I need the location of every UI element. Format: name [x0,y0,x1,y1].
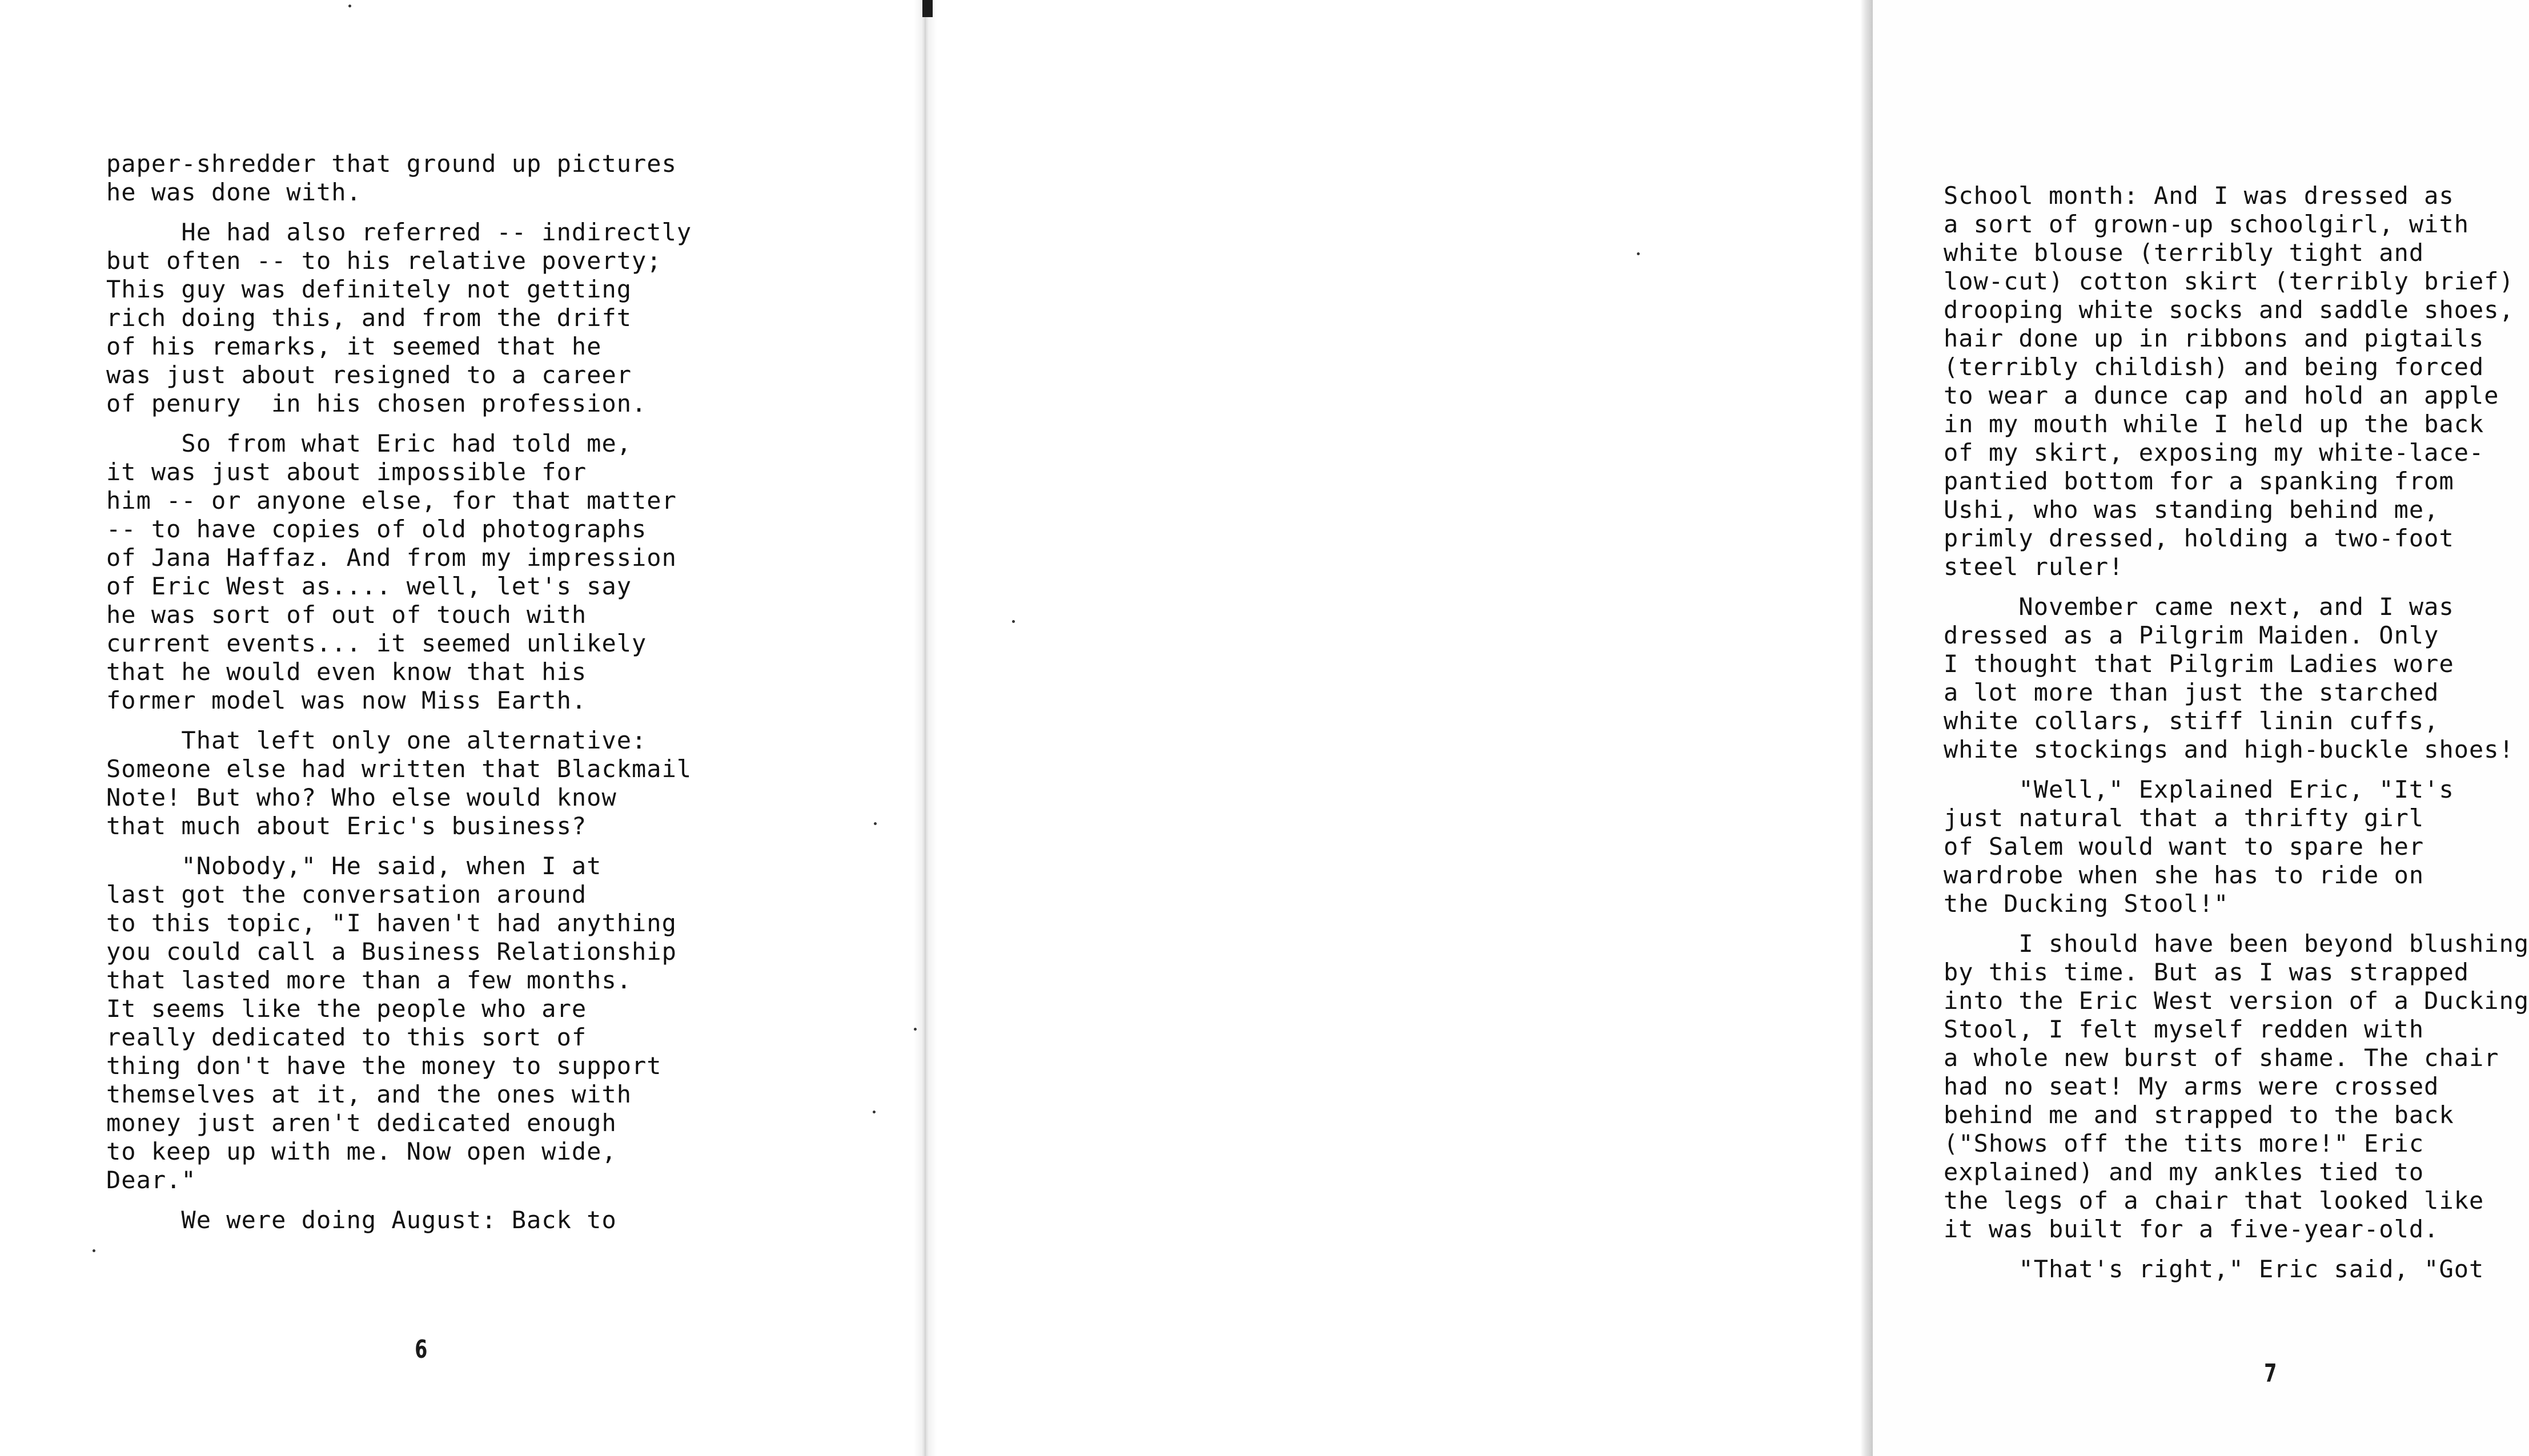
left-page-number: 6 [415,1335,428,1364]
text-line: low-cut) cotton skirt (terribly brief) [1944,267,2514,295]
left-page-text [106,150,692,1234]
text-line: Note! But who? Who else would know [106,783,617,811]
scan-speck [914,1028,917,1031]
paragraph-gap [106,840,692,852]
text-line: dressed as a Pilgrim Maiden. Only [1944,621,2439,649]
text-line: drooping white socks and saddle shoes, [1944,296,2514,324]
text-line: that he would even know that his [106,658,587,686]
text-line: to wear a dunce cap and hold an apple [1944,381,2499,409]
text-line: was just about resigned to a career [106,361,632,389]
text-line: November came next, and I was [1944,593,2454,621]
paragraph-gap [106,715,692,726]
text-line: the legs of a chair that looked like [1944,1186,2484,1214]
binding-top-edge [922,0,933,17]
text-line: This guy was definitely not getting [106,275,632,303]
scan-speck [874,822,877,825]
text-line: wardrobe when she has to ride on [1944,861,2424,889]
text-line: hair done up in ribbons and pigtails [1944,324,2484,352]
text-line: to keep up with me. Now open wide, [106,1137,617,1165]
text-line: he was sort of out of touch with [106,601,587,629]
text-line: of Eric West as.... well, let's say [106,572,632,600]
paragraph-gap [1944,1244,2529,1255]
right-page-number: 7 [2264,1359,2277,1388]
paragraph-gap [106,1194,692,1206]
text-line: "Nobody," He said, when I at [106,852,602,880]
text-line: it was just about impossible for [106,458,587,486]
text-line: really dedicated to this sort of [106,1023,587,1051]
text-line: (terribly childish) and being forced [1944,353,2484,381]
text-line: behind me and strapped to the back [1944,1101,2454,1129]
paragraph-gap [1944,918,2529,930]
paragraph-gap [1944,581,2529,593]
text-line: by this time. But as I was strapped [1944,958,2470,986]
text-line: steel ruler! [1944,553,2124,581]
text-line: ("Shows off the tits more!" Eric [1944,1129,2424,1157]
scan-speck [873,1111,876,1113]
text-line: Stool, I felt myself redden with [1944,1015,2424,1043]
text-line: primly dressed, holding a two-foot [1944,524,2454,552]
text-line: rich doing this, and from the drift [106,304,632,332]
text-line: pantied bottom for a spanking from [1944,467,2454,495]
text-line: "That's right," Eric said, "Got [1944,1255,2484,1283]
text-line: a lot more than just the starched [1944,678,2439,706]
text-line: had no seat! My arms were crossed [1944,1072,2439,1100]
text-line: into the Eric West version of a Ducking [1944,987,2529,1015]
text-line: white stockings and high-buckle shoes! [1944,735,2514,763]
text-line: So from what Eric had told me, [106,429,632,457]
scan-speck [1637,252,1640,255]
text-line: of my skirt, exposing my white-lace- [1944,439,2484,466]
text-line: but often -- to his relative poverty; [106,247,662,275]
book-gutter [914,0,937,1456]
text-line: former model was now Miss Earth. [106,686,587,714]
text-line: just natural that a thrifty girl [1944,804,2424,832]
text-line: of Jana Haffaz. And from my impression [106,544,677,572]
text-line: It seems like the people who are [106,995,587,1023]
text-line: a whole new burst of shame. The chair [1944,1044,2499,1072]
text-line: a sort of grown-up schoolgirl, with [1944,210,2470,238]
text-line: him -- or anyone else, for that matter [106,486,677,514]
text-line: Dear." [106,1166,196,1194]
text-line: that lasted more than a few months. [106,966,632,994]
text-line: the Ducking Stool!" [1944,890,2229,918]
text-line: I thought that Pilgrim Ladies wore [1944,650,2454,678]
text-line: to this topic, "I haven't had anything [106,909,677,937]
text-line: Someone else had written that Blackmail [106,755,692,783]
text-line: of his remarks, it seemed that he [106,332,602,360]
paragraph-gap [1944,764,2529,775]
paragraph-gap [106,418,692,429]
text-line: Ushi, who was standing behind me, [1944,496,2439,524]
text-line: explained) and my ankles tied to [1944,1158,2424,1186]
page-right-edge [1860,0,1873,1456]
text-line: I should have been beyond blushing [1944,930,2529,958]
text-line: he was done with. [106,178,362,206]
paragraph-gap [106,207,692,218]
text-line: paper-shredder that ground up pictures [106,150,677,178]
text-line: it was built for a five-year-old. [1944,1215,2439,1243]
text-line: He had also referred -- indirectly [106,218,692,246]
text-line: thing don't have the money to support [106,1052,662,1080]
text-line: you could call a Business Relationship [106,938,677,966]
scan-speck [348,5,351,7]
scan-speck [93,1249,95,1252]
left-page [0,0,925,1456]
text-line: money just aren't dedicated enough [106,1109,617,1137]
text-line: white collars, stiff linin cuffs, [1944,707,2439,735]
text-line: School month: And I was dressed as [1944,182,2454,210]
text-line: -- to have copies of old photographs [106,515,647,543]
text-line: "Well," Explained Eric, "It's [1944,775,2454,803]
text-line: current events... it seemed unlikely [106,629,647,657]
text-line: That left only one alternative: [106,726,647,754]
right-page [925,0,2529,1456]
text-line: of Salem would want to spare her [1944,832,2424,860]
scan-speck [1012,620,1015,623]
text-line: white blouse (terribly tight and [1944,239,2424,267]
text-line: of penury in his chosen profession. [106,389,647,417]
text-line: We were doing August: Back to [106,1206,617,1234]
text-line: last got the conversation around [106,880,587,908]
text-line: in my mouth while I held up the back [1944,410,2484,438]
text-line: that much about Eric's business? [106,812,587,840]
text-line: themselves at it, and the ones with [106,1080,632,1108]
right-page-text [1944,182,2529,1284]
